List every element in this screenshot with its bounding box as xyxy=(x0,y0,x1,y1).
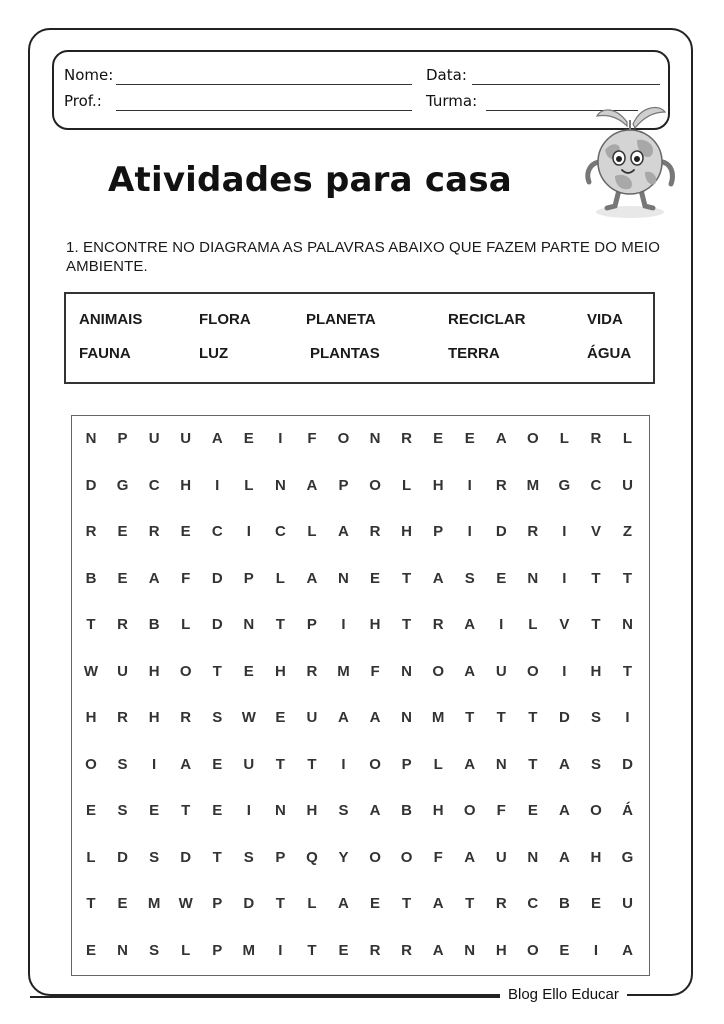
grid-letter[interactable]: O xyxy=(526,941,539,959)
word-item: PLANETA xyxy=(306,311,376,328)
grid-letter[interactable]: R xyxy=(401,941,413,959)
grid-letter[interactable]: C xyxy=(590,476,602,494)
grid-letter[interactable]: H xyxy=(590,662,602,680)
grid-letter[interactable]: C xyxy=(148,476,160,494)
word-item: LUZ xyxy=(199,345,229,362)
grid-letter[interactable]: A xyxy=(338,895,349,912)
grid-letter[interactable]: I xyxy=(215,476,220,494)
grid-letter[interactable]: I xyxy=(341,616,346,633)
grid-letter[interactable]: P xyxy=(401,755,412,773)
grid-letter[interactable]: M xyxy=(337,662,350,680)
grid-letter[interactable]: S xyxy=(464,569,475,587)
grid-letter[interactable]: M xyxy=(431,709,445,726)
grid-letter[interactable]: S xyxy=(590,755,601,773)
grid-letter[interactable]: W xyxy=(83,662,99,680)
grid-letter[interactable]: T xyxy=(181,802,191,819)
name-field[interactable] xyxy=(116,84,412,85)
grid-letter[interactable]: F xyxy=(433,848,443,866)
grid-letter[interactable]: H xyxy=(495,941,507,959)
grid-letter[interactable]: A xyxy=(306,569,318,587)
grid-letter[interactable]: P xyxy=(338,476,349,494)
instruction-text: 1. ENCONTRE NO DIAGRAMA AS PALAVRAS ABAIXO QUE FAZEM PARTE DO MEIO AMBIENTE. xyxy=(66,239,660,275)
grid-letter[interactable]: C xyxy=(527,895,539,912)
grid-letter[interactable]: A xyxy=(432,941,444,959)
grid-letter[interactable]: E xyxy=(180,523,191,540)
grid-letter[interactable]: N xyxy=(527,569,539,587)
grid-letter[interactable]: B xyxy=(558,895,570,912)
grid-letter[interactable]: R xyxy=(495,895,507,912)
grid-letter[interactable]: E xyxy=(370,895,381,912)
grid-letter[interactable]: I xyxy=(246,802,251,819)
grid-letter[interactable]: A xyxy=(464,662,476,680)
grid-letter[interactable]: D xyxy=(211,616,223,633)
grid-row xyxy=(72,753,649,777)
grid-letter[interactable]: I xyxy=(278,430,283,447)
grid-letter[interactable]: L xyxy=(86,848,96,866)
grid-letter[interactable]: U xyxy=(306,709,318,726)
grid-letter[interactable]: N xyxy=(495,755,507,773)
grid-letter[interactable]: A xyxy=(306,476,318,494)
page-title: Atividades para casa xyxy=(108,160,512,200)
grid-letter[interactable]: E xyxy=(496,569,507,587)
grid-letter[interactable]: E xyxy=(590,895,601,912)
grid-letter[interactable]: I xyxy=(562,523,567,540)
grid-letter[interactable]: T xyxy=(402,616,412,633)
grid-letter[interactable]: R xyxy=(401,430,413,447)
grid-letter[interactable]: L xyxy=(307,523,317,540)
grid-letter[interactable]: E xyxy=(149,802,160,819)
grid-letter[interactable]: A xyxy=(338,709,349,726)
grid-letter[interactable]: H xyxy=(401,523,413,540)
grid-letter[interactable]: R xyxy=(180,709,192,726)
grid-letter[interactable]: D xyxy=(180,848,192,866)
grid-letter[interactable]: N xyxy=(464,941,476,959)
grid-letter[interactable]: L xyxy=(433,755,443,773)
grid-letter[interactable]: R xyxy=(85,523,97,540)
grid-letter[interactable]: N xyxy=(117,941,128,959)
grid-letter[interactable]: D xyxy=(495,523,507,540)
grid-letter[interactable]: D xyxy=(85,476,97,494)
grid-letter[interactable]: D xyxy=(243,895,255,912)
grid-letter[interactable]: F xyxy=(181,569,191,587)
grid-letter[interactable]: R xyxy=(432,616,444,633)
grid-letter[interactable]: B xyxy=(85,569,97,587)
grid-letter[interactable]: O xyxy=(337,430,350,447)
grid-letter[interactable]: T xyxy=(496,709,506,726)
grid-letter[interactable]: I xyxy=(152,755,157,773)
grid-letter[interactable]: I xyxy=(499,616,504,633)
grid-letter[interactable]: I xyxy=(562,569,567,587)
grid-letter[interactable]: U xyxy=(117,662,128,680)
word-search-grid[interactable] xyxy=(71,415,650,976)
grid-letter[interactable]: I xyxy=(467,476,472,494)
grid-letter[interactable]: H xyxy=(306,802,318,819)
grid-letter[interactable]: E xyxy=(243,662,254,680)
grid-letter[interactable]: T xyxy=(402,569,412,587)
grid-letter[interactable]: T xyxy=(622,662,633,680)
grid-letter[interactable]: S xyxy=(338,802,349,819)
grid-letter[interactable]: A xyxy=(464,848,476,866)
grid-letter[interactable]: V xyxy=(590,523,601,540)
grid-letter[interactable]: I xyxy=(246,523,251,540)
grid-letter[interactable]: E xyxy=(212,755,223,773)
grid-letter[interactable]: F xyxy=(496,802,506,819)
footer-divider xyxy=(30,996,500,998)
grid-letter[interactable]: R xyxy=(495,476,507,494)
grid-letter[interactable]: N xyxy=(274,802,286,819)
grid-letter[interactable]: G xyxy=(116,476,129,494)
grid-letter[interactable]: P xyxy=(306,616,317,633)
grid-letter[interactable]: H xyxy=(432,802,444,819)
grid-letter[interactable]: S xyxy=(149,941,160,959)
grid-letter[interactable]: P xyxy=(275,848,286,866)
grid-letter[interactable]: C xyxy=(211,523,223,540)
grid-letter[interactable]: T xyxy=(622,569,633,587)
grid-letter[interactable]: P xyxy=(212,941,223,959)
grid-letter[interactable]: Y xyxy=(338,848,349,866)
grid-row xyxy=(72,706,649,730)
grid-row xyxy=(72,520,649,544)
grid-letter[interactable]: N xyxy=(622,616,633,633)
grid-letter[interactable]: N xyxy=(369,430,381,447)
grid-letter[interactable]: R xyxy=(117,616,128,633)
grid-letter[interactable]: O xyxy=(590,802,602,819)
grid-row xyxy=(72,474,649,498)
grid-letter[interactable]: R xyxy=(306,662,318,680)
grid-row xyxy=(72,892,649,916)
grid-letter[interactable]: T xyxy=(307,941,317,959)
grid-letter[interactable]: O xyxy=(179,662,192,680)
grid-letter[interactable]: L xyxy=(402,476,412,494)
grid-letter[interactable]: L xyxy=(307,895,317,912)
grid-letter[interactable]: L xyxy=(559,430,569,447)
grid-letter[interactable]: A xyxy=(432,895,444,912)
grid-letter[interactable]: E xyxy=(212,802,223,819)
grid-letter[interactable]: A xyxy=(180,755,192,773)
grid-letter[interactable]: L xyxy=(622,430,633,447)
grid-letter[interactable]: I xyxy=(467,523,472,540)
word-item: TERRA xyxy=(448,345,500,362)
word-item: FLORA xyxy=(199,311,251,328)
grid-letter[interactable]: H xyxy=(590,848,602,866)
grid-letter[interactable]: O xyxy=(369,848,381,866)
teacher-field[interactable] xyxy=(116,110,412,111)
grid-row xyxy=(72,846,649,870)
grid-letter[interactable]: W xyxy=(178,895,193,912)
grid-letter[interactable]: A xyxy=(338,523,349,540)
grid-letter[interactable]: T xyxy=(212,848,222,866)
grid-row xyxy=(72,939,649,963)
grid-letter[interactable]: O xyxy=(432,662,444,680)
grid-letter[interactable]: T xyxy=(591,569,601,587)
grid-letter[interactable]: T xyxy=(275,616,285,633)
grid-letter[interactable]: E xyxy=(559,941,570,959)
grid-letter[interactable]: I xyxy=(341,755,346,773)
grid-letter[interactable]: H xyxy=(148,709,160,726)
grid-letter[interactable]: U xyxy=(243,755,255,773)
grid-letter[interactable]: A xyxy=(464,755,476,773)
grid-letter[interactable]: E xyxy=(243,430,254,447)
grid-letter[interactable]: P xyxy=(433,523,444,540)
grid-letter[interactable]: O xyxy=(369,476,381,494)
grid-letter[interactable]: A xyxy=(369,709,381,726)
grid-letter[interactable]: T xyxy=(86,895,96,912)
grid-letter[interactable]: E xyxy=(117,569,128,587)
grid-letter[interactable]: T xyxy=(465,895,475,912)
grid-letter[interactable]: L xyxy=(181,616,191,633)
grid-letter[interactable]: T xyxy=(402,895,412,912)
grid-letter[interactable]: N xyxy=(243,616,255,633)
word-item: PLANTAS xyxy=(310,345,380,362)
grid-letter[interactable]: U xyxy=(495,848,507,866)
grid-letter[interactable]: S xyxy=(590,709,601,726)
grid-letter[interactable]: W xyxy=(241,709,256,726)
grid-letter[interactable]: N xyxy=(401,709,413,726)
grid-letter[interactable]: M xyxy=(242,941,256,959)
grid-letter[interactable]: T xyxy=(275,895,285,912)
grid-letter[interactable]: N xyxy=(401,662,413,680)
grid-letter[interactable]: L xyxy=(244,476,254,494)
grid-letter[interactable]: O xyxy=(400,848,413,866)
word-item: RECICLAR xyxy=(448,311,526,328)
grid-letter[interactable]: Á xyxy=(622,802,633,819)
grid-letter[interactable]: T xyxy=(212,662,222,680)
grid-letter[interactable]: L xyxy=(181,941,191,959)
grid-letter[interactable]: S xyxy=(117,802,128,819)
grid-letter[interactable]: L xyxy=(275,569,285,587)
grid-letter[interactable]: S xyxy=(149,848,160,866)
grid-letter[interactable]: I xyxy=(625,709,630,726)
grid-row xyxy=(72,567,649,591)
grid-letter[interactable]: A xyxy=(211,430,223,447)
grid-letter[interactable]: T xyxy=(528,709,538,726)
grid-letter[interactable]: R xyxy=(148,523,160,540)
grid-letter[interactable]: D xyxy=(558,709,570,726)
grid-letter[interactable]: L xyxy=(528,616,538,633)
grid-letter[interactable]: F xyxy=(307,430,317,447)
grid-letter[interactable]: E xyxy=(275,709,286,726)
grid-letter[interactable]: A xyxy=(464,616,476,633)
grid-letter[interactable]: E xyxy=(527,802,538,819)
grid-letter[interactable]: S xyxy=(243,848,254,866)
grid-letter[interactable]: D xyxy=(117,848,128,866)
grid-letter[interactable]: E xyxy=(370,569,381,587)
grid-letter[interactable]: I xyxy=(278,941,283,959)
word-list-box xyxy=(64,292,655,384)
date-field[interactable] xyxy=(472,84,660,85)
grid-letter[interactable]: N xyxy=(85,430,97,447)
grid-letter[interactable]: H xyxy=(432,476,444,494)
grid-letter[interactable]: O xyxy=(463,802,476,819)
word-item: VIDA xyxy=(587,311,623,328)
grid-letter[interactable]: E xyxy=(464,430,475,447)
grid-letter[interactable]: Q xyxy=(306,848,318,866)
grid-letter[interactable]: H xyxy=(180,476,192,494)
grid-letter[interactable]: A xyxy=(558,802,570,819)
grid-letter[interactable]: E xyxy=(433,430,444,447)
grid-letter[interactable]: E xyxy=(117,523,128,540)
grid-letter[interactable]: R xyxy=(527,523,539,540)
grid-letter[interactable]: Z xyxy=(622,523,633,540)
grid-letter[interactable]: E xyxy=(85,802,96,819)
grid-letter[interactable]: O xyxy=(85,755,97,773)
grid-letter[interactable]: G xyxy=(558,476,571,494)
grid-letter[interactable]: B xyxy=(401,802,413,819)
grid-letter[interactable]: I xyxy=(593,941,599,959)
footer-credit: Blog Ello Educar xyxy=(500,986,627,1003)
grid-letter[interactable]: U xyxy=(622,476,633,494)
grid-letter[interactable]: E xyxy=(117,895,128,912)
earth-mascot-icon xyxy=(575,100,685,225)
grid-letter[interactable]: P xyxy=(117,430,128,447)
name-label: Nome: xyxy=(64,66,114,84)
grid-letter[interactable]: F xyxy=(370,662,380,680)
grid-letter[interactable]: N xyxy=(274,476,286,494)
grid-letter[interactable]: H xyxy=(274,662,286,680)
grid-letter[interactable]: G xyxy=(621,848,634,866)
teacher-label: Prof.: xyxy=(64,92,102,110)
grid-letter[interactable]: E xyxy=(338,941,349,959)
word-item: FAUNA xyxy=(79,345,131,362)
grid-letter[interactable]: A xyxy=(622,941,633,959)
grid-letter[interactable]: C xyxy=(274,523,286,540)
grid-letter[interactable]: A xyxy=(148,569,160,587)
grid-letter[interactable]: R xyxy=(590,430,602,447)
grid-letter[interactable]: T xyxy=(528,755,538,773)
class-label: Turma: xyxy=(426,92,478,110)
grid-letter[interactable]: S xyxy=(117,755,128,773)
grid-letter[interactable]: S xyxy=(212,709,223,726)
grid-letter[interactable]: O xyxy=(526,662,539,680)
grid-row xyxy=(72,427,649,451)
date-label: Data: xyxy=(426,66,467,84)
grid-letter[interactable]: H xyxy=(148,662,160,680)
grid-letter[interactable]: M xyxy=(526,476,540,494)
grid-letter[interactable]: D xyxy=(622,755,633,773)
grid-letter[interactable]: H xyxy=(85,709,97,726)
grid-letter[interactable]: V xyxy=(559,616,570,633)
grid-letter[interactable]: A xyxy=(495,430,507,447)
grid-letter[interactable]: A xyxy=(558,755,570,773)
grid-letter[interactable]: E xyxy=(85,941,96,959)
grid-letter[interactable]: B xyxy=(148,616,160,633)
grid-letter[interactable]: N xyxy=(338,569,349,587)
grid-letter[interactable]: O xyxy=(526,430,539,447)
grid-letter[interactable]: R xyxy=(369,523,381,540)
grid-letter[interactable]: R xyxy=(117,709,128,726)
grid-letter[interactable]: U xyxy=(495,662,507,680)
grid-letter[interactable]: T xyxy=(275,755,285,773)
grid-row xyxy=(72,613,649,637)
grid-letter[interactable]: U xyxy=(180,430,192,447)
grid-letter[interactable]: A xyxy=(369,802,381,819)
grid-letter[interactable]: R xyxy=(369,941,381,959)
grid-letter[interactable]: N xyxy=(527,848,539,866)
grid-letter[interactable]: H xyxy=(369,616,381,633)
grid-letter[interactable]: A xyxy=(558,848,570,866)
grid-letter[interactable]: T xyxy=(465,709,475,726)
grid-letter[interactable]: D xyxy=(211,569,223,587)
grid-letter[interactable]: M xyxy=(147,895,161,912)
word-item: ÁGUA xyxy=(587,345,632,362)
grid-letter[interactable]: A xyxy=(432,569,444,587)
grid-letter[interactable]: T xyxy=(591,616,601,633)
grid-letter[interactable]: T xyxy=(86,616,96,633)
grid-row xyxy=(72,799,649,823)
grid-letter[interactable]: U xyxy=(622,895,633,912)
grid-letter[interactable]: P xyxy=(212,895,223,912)
grid-letter[interactable]: O xyxy=(369,755,381,773)
grid-letter[interactable]: U xyxy=(148,430,160,447)
grid-letter[interactable]: I xyxy=(562,662,567,680)
grid-letter[interactable]: P xyxy=(243,569,254,587)
grid-row xyxy=(72,660,649,684)
word-item: ANIMAIS xyxy=(79,311,143,328)
grid-letter[interactable]: T xyxy=(307,755,317,773)
